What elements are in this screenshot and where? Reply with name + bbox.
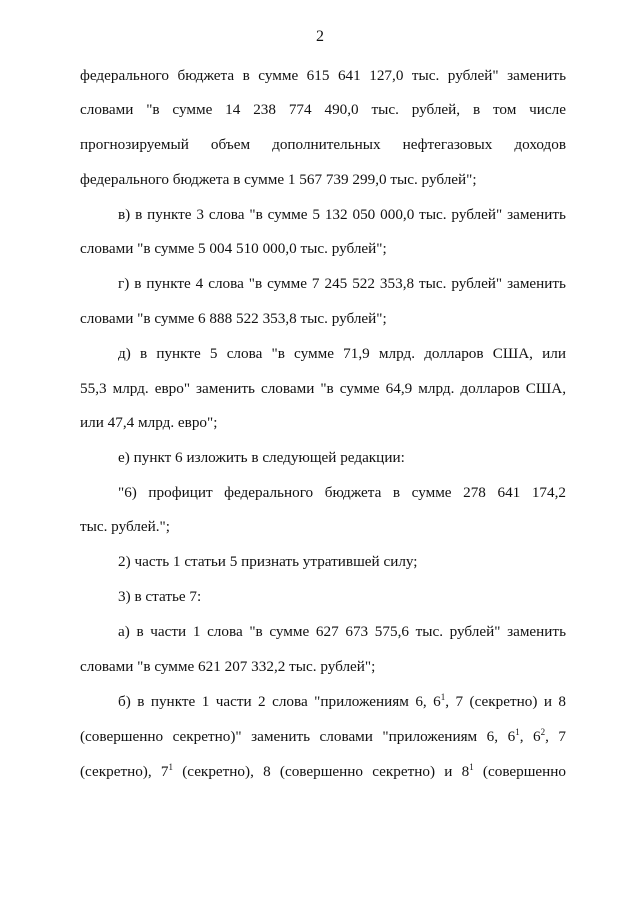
item-e-line-1: е) пункт 6 изложить в следующей редакции: [118, 449, 405, 466]
text-line-3: прогнозируемый объем дополнительных нефтегазовых доходов [80, 136, 566, 153]
text-line-4: федерального бюджета в сумме 1 567 739 299,0 тыс. рублей"; [80, 171, 477, 188]
item-a-line-2: словами "в сумме 621 207 332,2 тыс. рублей"; [80, 658, 376, 675]
item-b-line-1 [118, 693, 566, 711]
superscript: 2 [540, 727, 546, 737]
item-b-text-7: (секретно), 8 (совершенно секретно) и 8 [172, 763, 470, 780]
superscript: 1 [515, 727, 520, 737]
item-v-line-1: в) в пункте 3 слова "в сумме 5 132 050 000,0 тыс. рублей" заменить [118, 206, 566, 223]
point-3-line: 3) в статье 7: [118, 588, 202, 605]
item-b-text-3: (совершенно секретно)" заменить словами "приложениям 6, 6 [80, 728, 516, 745]
item-b-text-6: (секретно), 7 [80, 763, 169, 780]
text-line-1: федерального бюджета в сумме 615 641 127,0 тыс. рублей" заменить [80, 67, 566, 84]
item-b-line-3 [80, 763, 566, 781]
superscript: 1 [469, 762, 474, 772]
item-d-line-3: или 47,4 млрд. евро"; [80, 414, 218, 431]
item-g-line-2: словами "в сумме 6 888 522 353,8 тыс. рублей"; [80, 310, 387, 327]
item-d-line-1: д) в пункте 5 слова "в сумме 71,9 млрд. долларов США, или [118, 345, 566, 362]
item-b-text-1: б) в пункте 1 части 2 слова "приложениям 6, 6 [118, 693, 441, 710]
item-b-line-2 [80, 728, 566, 746]
item-b-text-4: , 6 [519, 728, 541, 745]
page-number: 2 [316, 28, 324, 45]
superscript: 1 [168, 762, 173, 772]
item-g-line-1: г) в пункте 4 слова "в сумме 7 245 522 353,8 тыс. рублей" заменить [118, 275, 566, 292]
quote-line-1: "6) профицит федерального бюджета в сумме 278 641 174,2 [118, 484, 566, 501]
item-v-line-2: словами "в сумме 5 004 510 000,0 тыс. рублей"; [80, 240, 387, 257]
item-b-text-2: , 7 (секретно) и 8 [445, 693, 567, 710]
text-line-2: словами "в сумме 14 238 774 490,0 тыс. рублей, в том числе [80, 101, 566, 118]
item-b-text-8: (совершенно [473, 763, 567, 780]
point-2-line: 2) часть 1 статьи 5 признать утратившей силу; [118, 553, 418, 570]
item-a-line-1: а) в части 1 слова "в сумме 627 673 575,6 тыс. рублей" заменить [118, 623, 566, 640]
item-d-line-2: 55,3 млрд. евро" заменить словами "в сумме 64,9 млрд. долларов США, [80, 380, 566, 397]
item-b-text-5: , 7 [545, 728, 567, 745]
superscript: 1 [440, 692, 446, 702]
quote-line-2: тыс. рублей."; [80, 518, 170, 535]
